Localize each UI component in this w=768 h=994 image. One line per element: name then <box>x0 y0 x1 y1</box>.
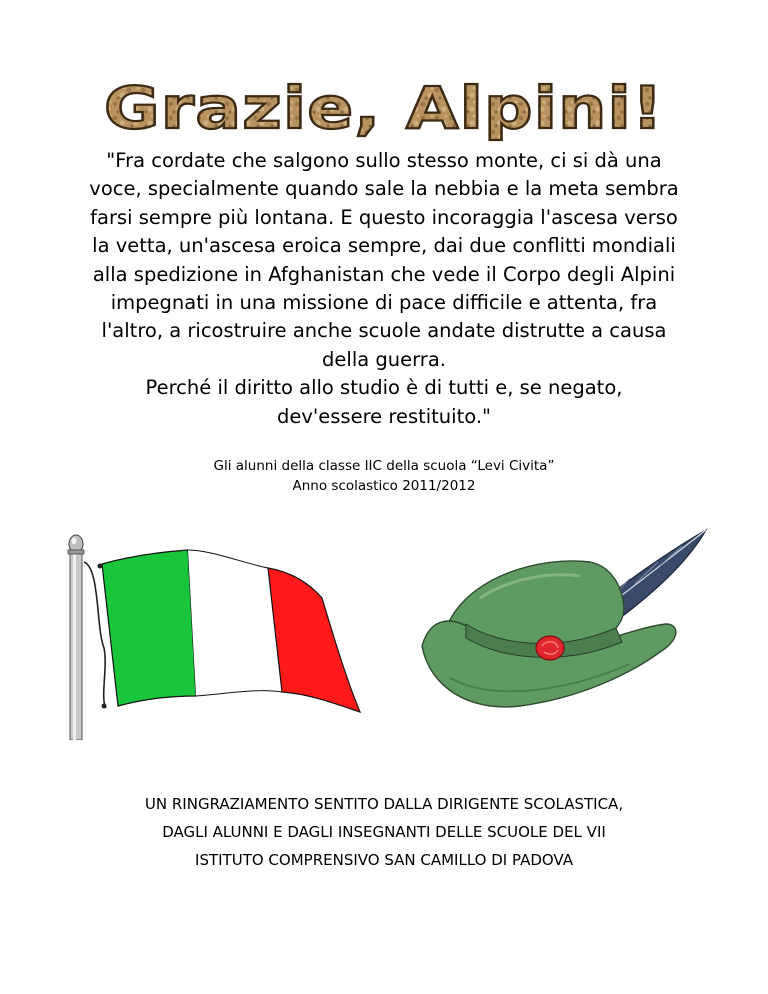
quote-line: la vetta, un'ascesa eroica sempre, dai due conflitti mondiali <box>92 234 676 258</box>
quote-line: voce, specialmente quando sale la nebbia e la meta sembra <box>89 177 679 201</box>
quote-paragraph <box>40 147 728 431</box>
quote-line: farsi sempre più lontana. E questo incoraggia l'ascesa verso <box>90 205 678 229</box>
italian-flag-illustration <box>60 528 370 740</box>
flag-red-band <box>268 568 360 712</box>
quote-line: l'altro, a ricostruire anche scuole andate distrutte a causa <box>101 319 667 343</box>
signature <box>0 456 768 496</box>
signature-year: Anno scolastico 2011/2012 <box>292 478 476 494</box>
closing-dedication <box>0 790 768 874</box>
closing-line: ISTITUTO COMPRENSIVO SAN CAMILLO DI PADOVA <box>195 851 573 869</box>
hat-rose <box>536 636 564 660</box>
flag-green-band <box>102 550 196 706</box>
closing-line: UN RINGRAZIAMENTO SENTITO DALLA DIRIGENTE SCOLASTICA, <box>144 795 624 813</box>
quote-line: impegnati in una missione di pace difficile e attenta, fra <box>110 291 658 315</box>
quote-line: "Fra cordate che salgono sullo stesso monte, ci si dà una <box>106 149 662 172</box>
quote-line: dev'essere restituito." <box>276 404 491 428</box>
closing-line: DAGLI ALUNNI E DAGLI INSEGNANTI DELLE SCUOLE DEL VII <box>162 823 606 841</box>
title-text: Grazie, Alpini! <box>104 74 664 142</box>
quote-line: Perché il diritto allo studio è di tutti e, se negato, <box>145 376 623 400</box>
alpini-hat-illustration <box>410 528 720 738</box>
flag-rope <box>84 562 106 708</box>
quote-line: alla spedizione in Afghanistan che vede il Corpo degli Alpini <box>92 262 676 286</box>
signature-class: Gli alunni della classe IIC della scuola “Levi Civita” <box>213 458 555 474</box>
quote-line: della guerra. <box>322 347 446 371</box>
page-title <box>0 72 768 144</box>
